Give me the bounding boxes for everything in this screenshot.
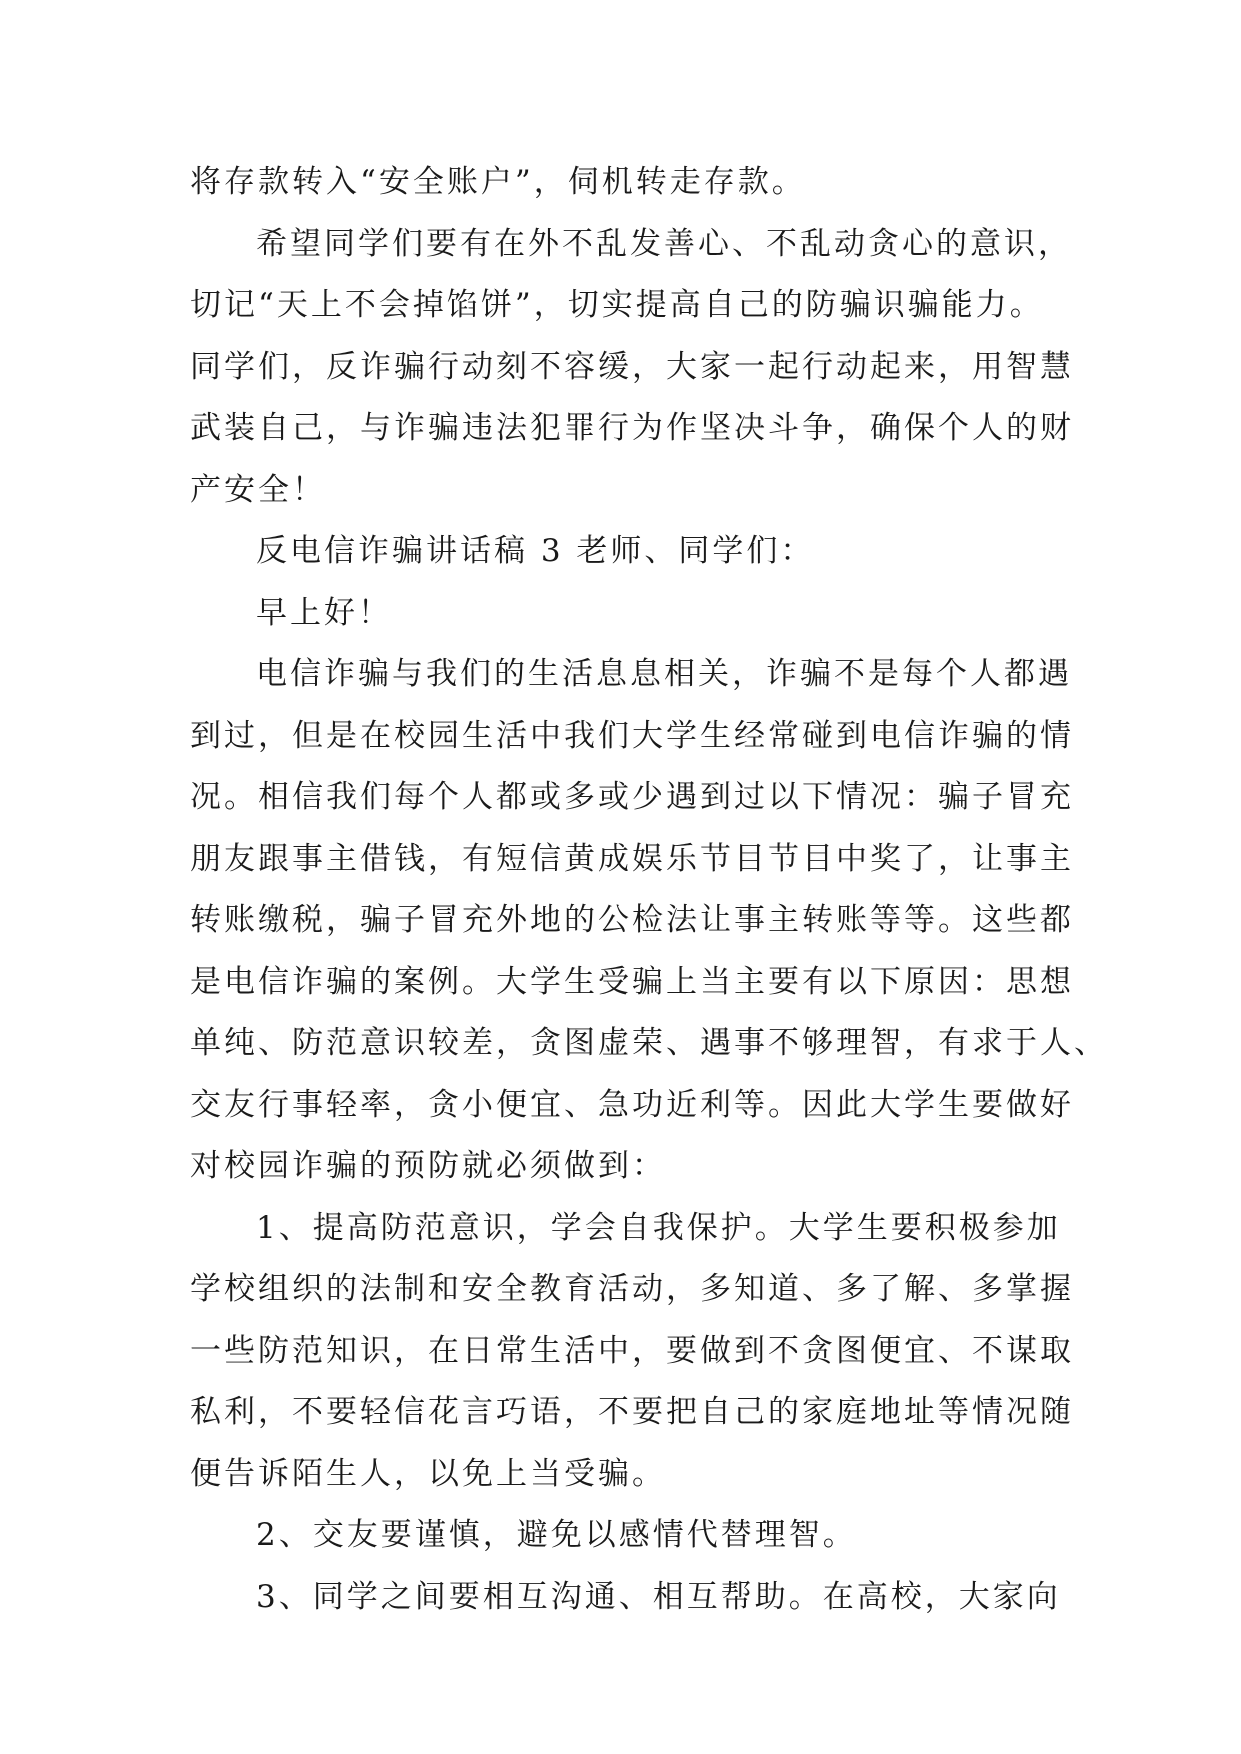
text-line: 希望同学们要有在外不乱发善心、不乱动贪心的意识， [256, 225, 1072, 262]
text-line: 对校园诈骗的预防就必须做到： [190, 1148, 666, 1184]
text-line: 反电信诈骗讲话稿 3 老师、同学们： [256, 533, 815, 569]
text-line: 武装自己，与诈骗违法犯罪行为作坚决斗争，确保个人的财 [190, 410, 1074, 446]
text-line: 早上好！ [256, 594, 392, 631]
text-line: 是电信诈骗的案例。大学生受骗上当主要有以下原因：思想 [190, 963, 1074, 1000]
text-line: 将存款转入“安全账户”，伺机转走存款。 [190, 164, 806, 200]
text-line: 3、同学之间要相互沟通、相互帮助。在高校，大家向 [256, 1578, 1061, 1615]
text-line: 产安全！ [190, 471, 326, 508]
text-line: 私利，不要轻信花言巧语，不要把自己的家庭地址等情况随 [190, 1394, 1074, 1430]
text-line: 单纯、防范意识较差，贪图虚荣、遇事不够理智，有求于人、 [190, 1025, 1108, 1061]
text-line: 切记“天上不会掉馅饼”，切实提高自己的防骗识骗能力。 [190, 287, 1044, 323]
text-line: 1、提高防范意识，学会自我保护。大学生要积极参加 [256, 1209, 1061, 1246]
text-line: 电信诈骗与我们的生活息息相关，诈骗不是每个人都遇 [256, 656, 1072, 692]
text-line: 交友行事轻率，贪小便宜、急功近利等。因此大学生要做好 [190, 1086, 1074, 1123]
text-line: 转账缴税，骗子冒充外地的公检法让事主转账等等。这些都 [190, 902, 1074, 938]
text-line: 况。相信我们每个人都或多或少遇到过以下情况：骗子冒充 [190, 779, 1074, 815]
document-body [190, 152, 1108, 1628]
text-line: 同学们，反诈骗行动刻不容缓，大家一起行动起来，用智慧 [190, 348, 1074, 385]
text-line: 一些防范知识，在日常生活中，要做到不贪图便宜、不谋取 [190, 1332, 1074, 1369]
text-line: 2、交友要谨慎，避免以感情代替理智。 [256, 1517, 857, 1553]
text-line: 学校组织的法制和安全教育活动，多知道、多了解、多掌握 [190, 1271, 1074, 1307]
text-line: 到过，但是在校园生活中我们大学生经常碰到电信诈骗的情 [190, 717, 1074, 754]
text-line: 便告诉陌生人，以免上当受骗。 [190, 1455, 666, 1492]
text-line: 朋友跟事主借钱，有短信黄成娱乐节目节目中奖了，让事主 [190, 840, 1074, 877]
